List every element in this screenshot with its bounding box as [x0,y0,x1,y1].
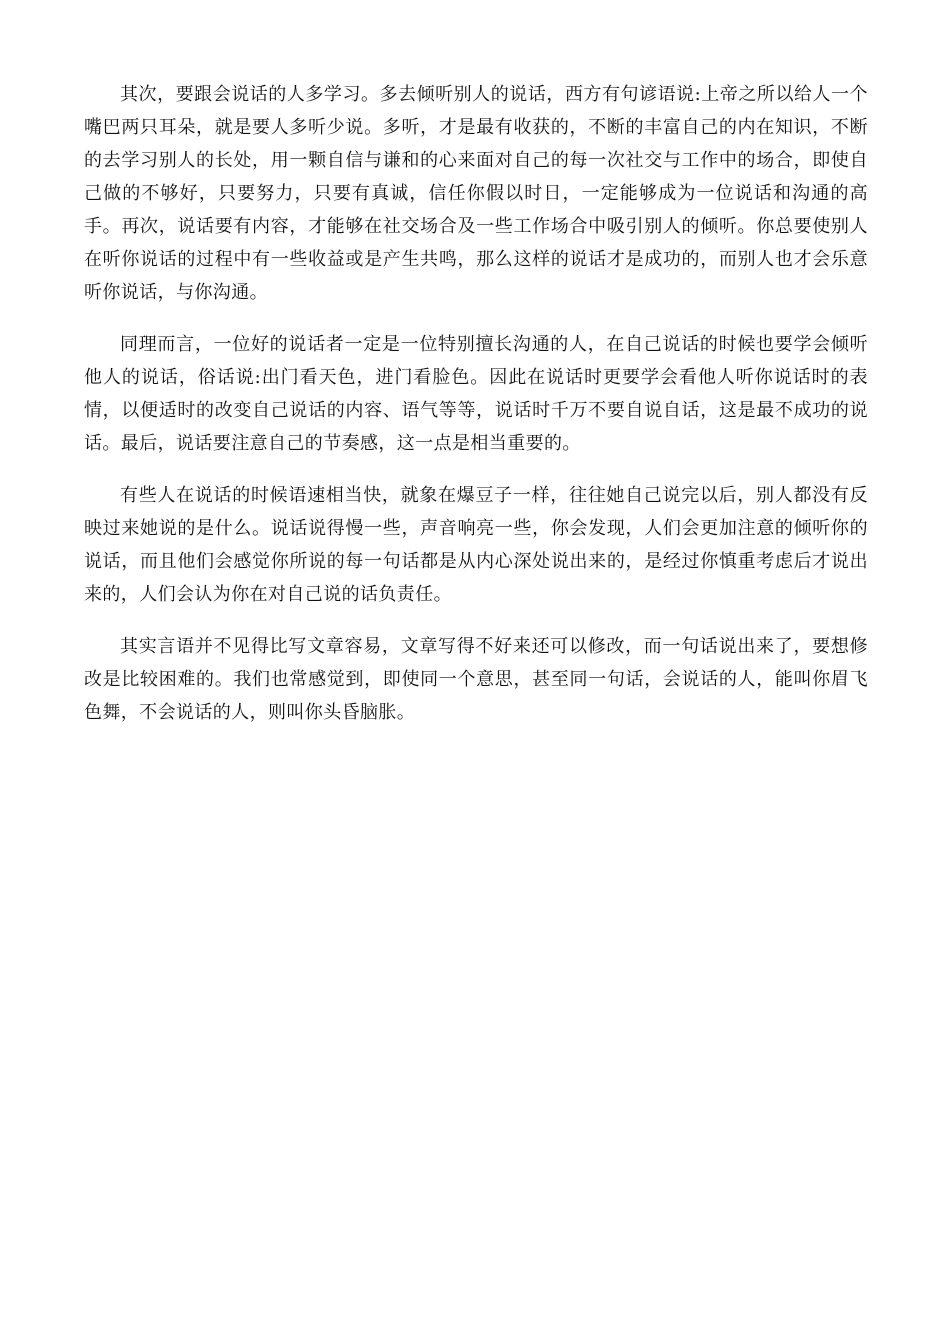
paragraph-1: 其次，要跟会说话的人多学习。多去倾听别人的说话，西方有句谚语说:上帝之所以给人一个嘴巴两只耳朵，就是要人多听少说。多听，才是最有收获的，不断的丰富自己的内在知识，不断的去学习别人的长处，用一颗自信与谦和的心来面对自己的每一次社交与工作中的场合，即使自己做的不够好，只要努力，只要有真诚，信任你假以时日，一定能够成为一位说话和沟通的高手。再次，说话要有内容，才能够在社交场合及一些工作场合中吸引别人的倾听。你总要使别人在听你说话的过程中有一些收益或是产生共鸣，那么这样的说话才是成功的，而别人也才会乐意听你说话，与你沟通。 [84,84,868,303]
document-body [84,78,868,748]
paragraph-4: 其实言语并不见得比写文章容易，文章写得不好来还可以修改，而一句话说出来了，要想修改是比较困难的。我们也常感觉到，即使同一个意思，甚至同一句话，会说话的人，能叫你眉飞色舞，不会说话的人，则叫你头昏脑胀。 [84,636,868,723]
paragraph-3: 有些人在说话的时候语速相当快，就象在爆豆子一样，往往她自己说完以后，别人都没有反映过来她说的是什么。说话说得慢一些，声音响亮一些，你会发现，人们会更加注意的倾听你的说话，而且他们会感觉你所说的每一句话都是从内心深处说出来的，是经过你慎重考虑后才说出来的，人们会认为你在对自己说的话负责任。 [84,485,868,605]
paragraph-2: 同理而言，一位好的说话者一定是一位特别擅长沟通的人，在自己说话的时候也要学会倾听他人的说话，俗话说:出门看天色，进门看脸色。因此在说话时更要学会看他人听你说话时的表情，以便适时的改变自己说话的内容、语气等等，说话时千万不要自说自话，这是最不成功的说话。最后，说话要注意自己的节奏感，这一点是相当重要的。 [84,334,868,454]
